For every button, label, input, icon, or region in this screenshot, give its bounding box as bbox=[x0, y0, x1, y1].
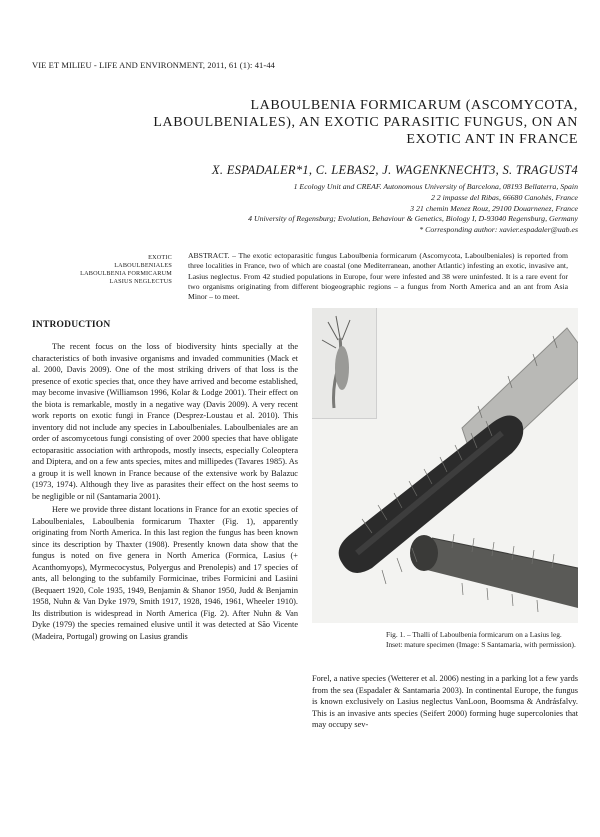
paragraph: Here we provide three distant locations in France for an exotic species of Laboulbeniales, Laboulbenia formicarum Thaxter (Fig. 1), apparently originating from North America. In this last region the fungus has been known since its description by Thaxter (1908). Presently known data show that the fungus is noted on five genera in North America (Formica, Lasius (+ Acanthomyops), Myrmecocystus, Polyergus and Prenolepis) and 17 species of ants, all belonging to the subfamily Formicinae, tribes Formicini and Lasiini (Bequaert 1920, Cole 1935, 1949, Benjamin & Shanor 1950, Judd & Benjamin 1958, Nuhn & Van Dyke 1979, Smith 1917, 1928, 1946, 1961, Wheeler 1910). Its distribution is widespread in North America (Fig. 2). After Nuhn & Van Dyke (1979) the species remained elusive until it was detected at São Vicente (Madeira, Portugal) growing on Lasius grandis bbox=[32, 505, 298, 641]
section-heading: INTRODUCTION bbox=[32, 320, 111, 330]
figure-caption: Fig. 1. – Thalli of Laboulbenia formicarum on a Lasius leg. Inset: mature specimen (Image: S Santamaria, with permission). bbox=[386, 630, 576, 649]
figure-inset bbox=[312, 308, 377, 419]
keyword: EXOTIC bbox=[148, 254, 172, 261]
title-line-2: LABOULBENIALES), AN EXOTIC PARASITIC FUNGUS, ON AN bbox=[153, 115, 578, 130]
keyword: LABOULBENIA FORMICARUM bbox=[80, 270, 172, 277]
author-list: X. ESPADALER*1, C. LEBAS2, J. WAGENKNECHT3, S. TRAGUST4 bbox=[211, 163, 578, 177]
paragraph: The recent focus on the loss of biodiversity hints specially at the characteristics of both invasive organisms and invaded communities (Mack et al. 2000, Davis 2009). One of the most striking drivers of that loss is the presence of exotic species that, once they have arrived and become established, may become invasive (Williamson 1996, Kolar & Lodge 2001). Their effect on the biota is remarkable, mostly in a negative way (Davis 2009). A very recent work reports on exotic fungi in France (Desprez-Loustau et al. 2010). This inventory did not include any species in Laboulbeniales. Laboulbeniales are an order of ascomycetous fungi consisting of over 2000 species that have obligate ectoparasitic association with arthropods, mostly insects, especially Coleoptera and Diptera, and on a few ants species, mites and millipedes (Tavares 1985). As a group it is well known in France because of the extensive work by Balazuc (1973, 1974). Although they live as parasites their effect on the host seems to be negligible or nil (Santamaria 2001). bbox=[32, 342, 298, 501]
affiliation-1: 1 Ecology Unit and CREAF. Autonomous University of Barcelona, 08193 Bellaterra, Spain bbox=[293, 182, 578, 191]
inset-image bbox=[312, 308, 376, 418]
affiliation-2: 2 2 impasse del Ribas, 66680 Canohès, France bbox=[430, 192, 578, 202]
corresponding-author: * Corresponding author: xavier.espadaler@uab.es bbox=[419, 225, 578, 235]
affiliations bbox=[60, 182, 578, 236]
journal-line: VIE ET MILIEU - LIFE AND ENVIRONMENT, 2011, 61 (1): 41-44 bbox=[32, 60, 276, 70]
abstract: ABSTRACT. – The exotic ectoparasitic fungus Laboulbenia formicarum (Ascomycota, Laboulbeniales) is reported from three localities in France, two of which are coastal (one Mediterranean, another Atlantic) infesting an exotic, invasive ant, Lasius neglectus. From 42 studied populations in Europe, four were infested and 38 were uninfested. It is a rare event for two organisms originating from different biogeographic regions – a fungus from North America and an ant from Asia Minor – to meet. bbox=[188, 251, 568, 302]
right-column bbox=[312, 673, 578, 731]
title-line-1: LABOULBENIA FORMICARUM (ASCOMYCOTA, bbox=[250, 98, 578, 113]
keywords bbox=[50, 254, 172, 286]
affiliation-4: 4 University of Regensburg; Evolution, Behaviour & Genetics, Biology I, D-93040 Regensburg, Germany bbox=[248, 214, 578, 224]
left-column bbox=[32, 341, 298, 644]
affiliation-3: 3 21 chemin Menez Rouz, 29100 Douarnenez, France bbox=[410, 203, 578, 213]
keyword: LABOULBENIALES bbox=[114, 262, 172, 269]
article-title bbox=[60, 97, 578, 148]
paragraph: Forel, a native species (Wetterer et al. 2006) nesting in a parking lot a few yards from the sea (Espadaler & Santamaria 2003). In continental Europe, the fungus is known exclusively on Lasius neglectus VanLoon, Boomsma & Andrásfalvy. This is an invasive ants species (Seifert 2000) forming huge supercolonies that may occupy sev- bbox=[312, 674, 578, 729]
title-line-3: EXOTIC ANT IN FRANCE bbox=[406, 132, 578, 147]
keyword: LASIUS NEGLECTUS bbox=[109, 278, 172, 285]
